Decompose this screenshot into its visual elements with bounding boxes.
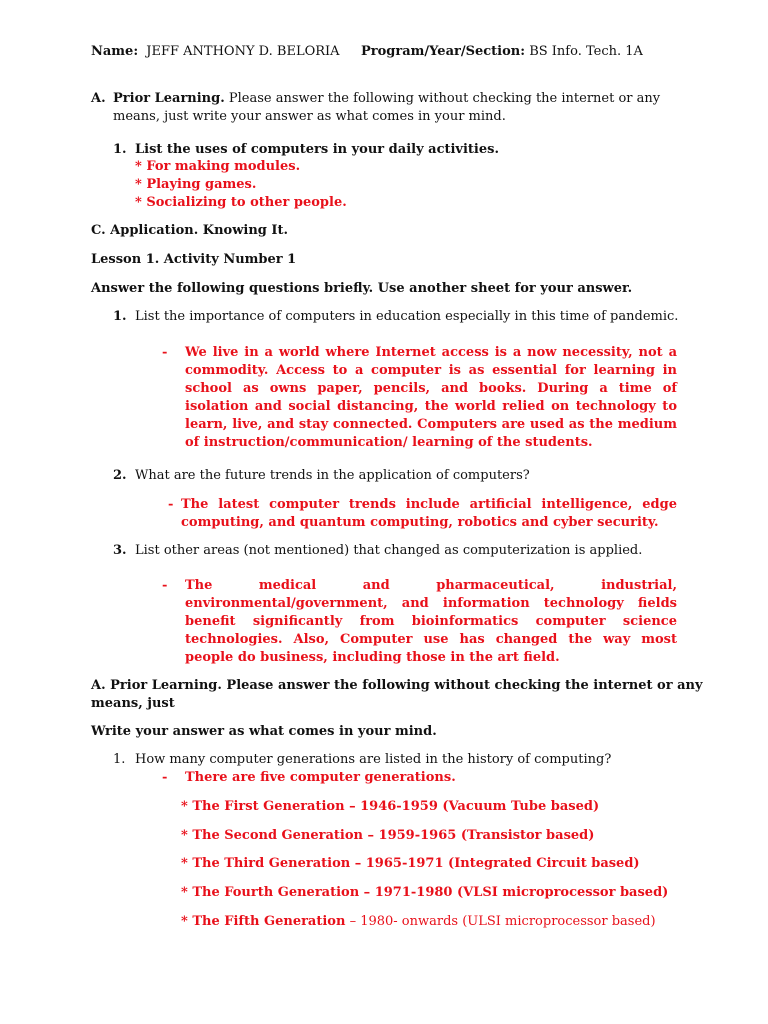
- lesson-q1-question: List the importance of computers in education especially in this time of pandemic.: [135, 309, 679, 324]
- section-a-q1-text: List the uses of computers in your daily activities.: [135, 142, 499, 157]
- lesson-q3-answer: The medical and pharmaceutical, industrial, environmental/government, and information technology fields benefit significantly from bioinformatics computer science technologies. Also, Computer use has changed the way most people do business, including those in the art field.: [185, 578, 677, 665]
- section-c-instructions: Answer the following questions briefly. Use another sheet for your answer.: [91, 281, 633, 296]
- lesson-heading: Lesson 1. Activity Number 1: [91, 252, 297, 267]
- section-a2-q1-question: How many computer generations are listed in the history of computing?: [135, 752, 612, 767]
- lesson-q1-dash: -: [162, 345, 168, 360]
- lesson-q1-number: 1.: [113, 309, 127, 324]
- lesson-q1-answer: We live in a world where Internet access is a now necessity, not a commodity. Access to a computer is as essential for learning in school as owns paper, pencils, and books. During a time of isolation and social distancing, the world relied on technology to learn, live, and stay connected. Computers are used as the medium of instruction/communication/ learning of the students.: [185, 345, 677, 450]
- section-a2-q1-number: 1.: [113, 752, 126, 767]
- lesson-q3-dash: -: [162, 578, 168, 593]
- lesson-q2-answer: The latest computer trends include artificial intelligence, edge computing, and quantum computing, robotics and cyber security.: [181, 497, 677, 530]
- name-line: [91, 43, 340, 61]
- name-value: JEFF ANTHONY D. BELORIA: [146, 44, 340, 59]
- lesson-q2-question: What are the future trends in the application of computers?: [135, 468, 530, 483]
- section-a-instructions: Please answer the following without checking the internet or any: [228, 91, 661, 106]
- lesson-q3-question: List other areas (not mentioned) that changed as computerization is applied.: [135, 543, 643, 558]
- generation-item: * The Second Generation – 1959-1965 (Transistor based): [181, 828, 595, 843]
- generation-item: [181, 913, 656, 931]
- q1-answer-item: * For making modules.: [135, 159, 301, 174]
- generation-item: * The First Generation – 1946-1959 (Vacuum Tube based): [181, 799, 600, 814]
- section-a-letter: A.: [91, 91, 106, 106]
- fifth-generation-label: * The Fifth Generation: [181, 914, 346, 929]
- generation-item: * The Fourth Generation – 1971-1980 (VLSI microprocessor based): [181, 885, 669, 900]
- generation-item: * The Third Generation – 1965-1971 (Integrated Circuit based): [181, 856, 640, 871]
- lesson-q2-number: 2.: [113, 468, 127, 483]
- name-label: Name:: [91, 44, 139, 59]
- section-a2-q1-dash: -: [162, 770, 168, 785]
- section-a-instructions-2: means, just write your answer as what comes in your mind.: [113, 109, 506, 124]
- lesson-q2-dash: -: [168, 497, 174, 512]
- q1-answer-item: * Playing games.: [135, 177, 257, 192]
- lesson-q3-number: 3.: [113, 543, 127, 558]
- section-a-line1: [113, 90, 660, 108]
- section-a2-q1-answer: There are five computer generations.: [185, 770, 456, 785]
- program-label: Program/Year/Section:: [361, 44, 526, 59]
- section-c-heading: C. Application. Knowing It.: [91, 223, 288, 238]
- program-value: BS Info. Tech. 1A: [529, 44, 643, 59]
- program-line: [361, 43, 643, 61]
- q1-answer-item: * Socializing to other people.: [135, 195, 347, 210]
- section-a2-heading: A. Prior Learning. Please answer the following without checking the internet or any: [91, 678, 703, 693]
- section-a2-heading-2: means, just: [91, 696, 175, 711]
- section-a-title: Prior Learning.: [113, 91, 225, 106]
- fifth-generation-detail: – 1980- onwards (ULSI microprocessor based): [345, 914, 656, 929]
- section-a2-write-line: Write your answer as what comes in your mind.: [91, 724, 437, 739]
- section-a-q1-number: 1.: [113, 142, 127, 157]
